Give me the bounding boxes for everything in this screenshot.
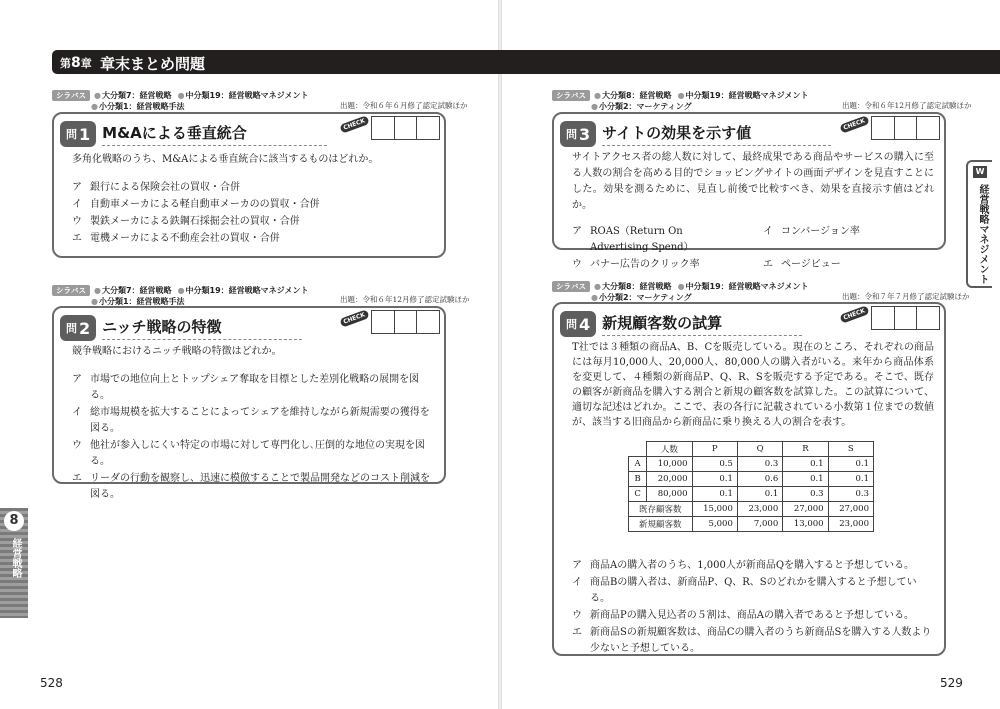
option-item: ア ROAS（Return On Advertising Spend）: [572, 226, 694, 253]
syllabus-block: シラバス ●大分類7：経営戦略 ●中分類19：経営戦略マネジメント ●小分類1：経営戦略手法: [52, 285, 314, 307]
check-box[interactable]: [871, 306, 895, 330]
option-item: エ ページビュー: [763, 259, 841, 270]
option-item: ア 商品Aの購入者のうち、1,000人が新商品Qを購入すると予想している。: [572, 560, 915, 571]
syllabus-block: シラバス ●大分類8：経営戦略 ●中分類19：経営戦略マネジメント ●小分類2：マーケティング: [552, 281, 814, 303]
options-list: [572, 224, 934, 274]
check-box[interactable]: [871, 116, 895, 140]
table-header-row: 人数 P Q R S: [629, 442, 874, 457]
syllabus-block: シラバス ●大分類7：経営戦略 ●中分類19：経営戦略マネジメント ●小分類1：経営戦略手法: [52, 90, 314, 112]
question-body: [572, 340, 934, 430]
check-box[interactable]: [416, 116, 440, 140]
question-title: 新規顧客数の試算: [602, 312, 802, 336]
section-side-tab: W 経営戦略マネジメント: [966, 160, 992, 288]
question-badge: 問 3: [560, 121, 596, 147]
option-item: イ コンバージョン率: [763, 226, 860, 237]
option-item: ウ 製鉄メーカによる鉄鋼石採掘会社の買収・合併: [72, 216, 300, 227]
table-row: A 10,000 0.5 0.3 0.1 0.1: [629, 457, 874, 472]
question-box-1: [52, 112, 446, 258]
check-boxes: CHECK: [840, 306, 940, 330]
table-row: 既存顧客数 15,000 23,000 27,000 27,000: [629, 502, 874, 517]
option-item: イ 総市場規模を拡大することによってシェアを維持しながら新規需要の獲得を図る。: [72, 407, 430, 434]
question-title: M&Aによる垂直統合: [102, 122, 327, 146]
question-box-2: [52, 306, 446, 500]
option-item: ウ 他社が参入しにくい特定の市場に対して専門化し､圧倒的な地位の実現を図る。: [72, 440, 425, 467]
question-title: サイトの効果を示す値: [602, 122, 831, 146]
question-title: ニッチ戦略の特徴: [102, 316, 301, 340]
page-number-left: 528: [40, 676, 63, 690]
option-item: ア 銀行による保険会社の買収・合併: [72, 182, 240, 193]
question-header: [560, 310, 802, 338]
options-list: [572, 558, 934, 658]
check-boxes: CHECK: [340, 310, 440, 334]
section-logo-icon: W: [973, 166, 987, 178]
question-body: [72, 152, 434, 248]
check-box[interactable]: [394, 116, 418, 140]
check-box[interactable]: [894, 116, 918, 140]
option-item: エ リーダの行動を観察し、迅速に模倣することで製品開発などのコスト削減を図る。: [72, 473, 430, 500]
question-body: [72, 344, 434, 504]
syllabus-block: シラバス ●大分類8：経営戦略 ●中分類19：経営戦略マネジメント ●小分類2：マーケティング: [552, 90, 814, 112]
check-box[interactable]: [394, 310, 418, 334]
option-item: ウ 新商品Pの購入見込者の５割は、商品Aの購入者であると予想している。: [572, 610, 914, 621]
option-item: エ 新商品Sの新規顧客数は、商品Cの購入者のうち新商品Sを購入する人数より少ないと予想している。: [572, 627, 932, 654]
option-item: イ 自動車メーカによる軽自動車メーカのの買収・合併: [72, 199, 320, 210]
check-box[interactable]: [416, 310, 440, 334]
page-number-right: 529: [940, 676, 963, 690]
source-note: 出題：令和６年12月修了認定試験ほか: [340, 295, 470, 304]
options-list: [72, 372, 434, 503]
option-item: エ 電機メーカによる不動産会社の買収・合併: [72, 233, 280, 244]
question-box-3: [552, 112, 946, 270]
check-boxes: CHECK: [840, 116, 940, 140]
question-header: [60, 120, 327, 148]
question-badge: 問 4: [560, 311, 596, 337]
check-box[interactable]: [894, 306, 918, 330]
question-badge: 問 1: [60, 121, 96, 147]
question-header: [60, 314, 302, 342]
options-list: [72, 180, 434, 247]
check-boxes: CHECK: [340, 116, 440, 140]
source-note: 出題：令和７年７月修了認定試験ほか: [842, 292, 970, 301]
chapter-side-tab: 8 経営戦略: [0, 508, 28, 618]
option-item: ア 市場での地位向上とトップシェア奪取を目標とした差別化戦略の展開を図る。: [72, 374, 420, 401]
chapter-number: 第8章: [60, 55, 92, 71]
table-row: B 20,000 0.1 0.6 0.1 0.1: [629, 472, 874, 487]
source-note: 出題：令和６年12月修了認定試験ほか: [842, 101, 972, 110]
question-box-4: [552, 302, 946, 656]
check-box[interactable]: [371, 116, 395, 140]
option-item: ウ バナー広告のクリック率: [572, 259, 700, 270]
option-item: イ 商品Bの購入者は、新商品P、Q、R、Sのどれかを購入すると予想している。: [572, 577, 917, 604]
table-row: C 80,000 0.1 0.1 0.3 0.3: [629, 487, 874, 502]
data-table: [628, 441, 874, 532]
question-header: [560, 120, 831, 148]
check-box[interactable]: [916, 306, 940, 330]
check-box[interactable]: [916, 116, 940, 140]
source-note: 出題：令和６年６月修了認定試験ほか: [340, 101, 468, 110]
check-box[interactable]: [371, 310, 395, 334]
chapter-title: 章末まとめ問題: [100, 55, 206, 73]
question-badge: 問 2: [60, 315, 96, 341]
table-row: 新規顧客数 5,000 7,000 13,000 23,000: [629, 517, 874, 532]
question-text: 競争戦略におけるニッチ戦略の特徴はどれか。: [72, 346, 282, 357]
question-text: 多角化戦略のうち、M&Aによる垂直統合に該当するものはどれか。: [72, 154, 379, 165]
question-text: サイトアクセス者の総人数に対して、最終成果である商品やサービスの購入に至る人数の割合を高める目的でショッピングサイトの画面デザインを見直すことにした。効果を測るために、見直し前後で比較すべき、効果を直接示す値はどれか。: [572, 152, 934, 211]
question-text: T社では３種類の商品A、B、Cを販売している。現在のところ、それぞれの商品には毎月10,000人、20,000人、80,000人の購入者がいる。来年から商品体系を変更して、４種類の新商品P、Q、R、Sを販売する予定である。そこで、既存の顧客が新商品を購入する割合と新規の顧客数を試算した。この試算について、適切な記述はどれか。ここで、表の各行に記載されている小数第１位までの数値が、該当する旧商品から新商品に乗り換える人の割合を表す。: [572, 342, 934, 428]
question-body: [572, 150, 934, 274]
